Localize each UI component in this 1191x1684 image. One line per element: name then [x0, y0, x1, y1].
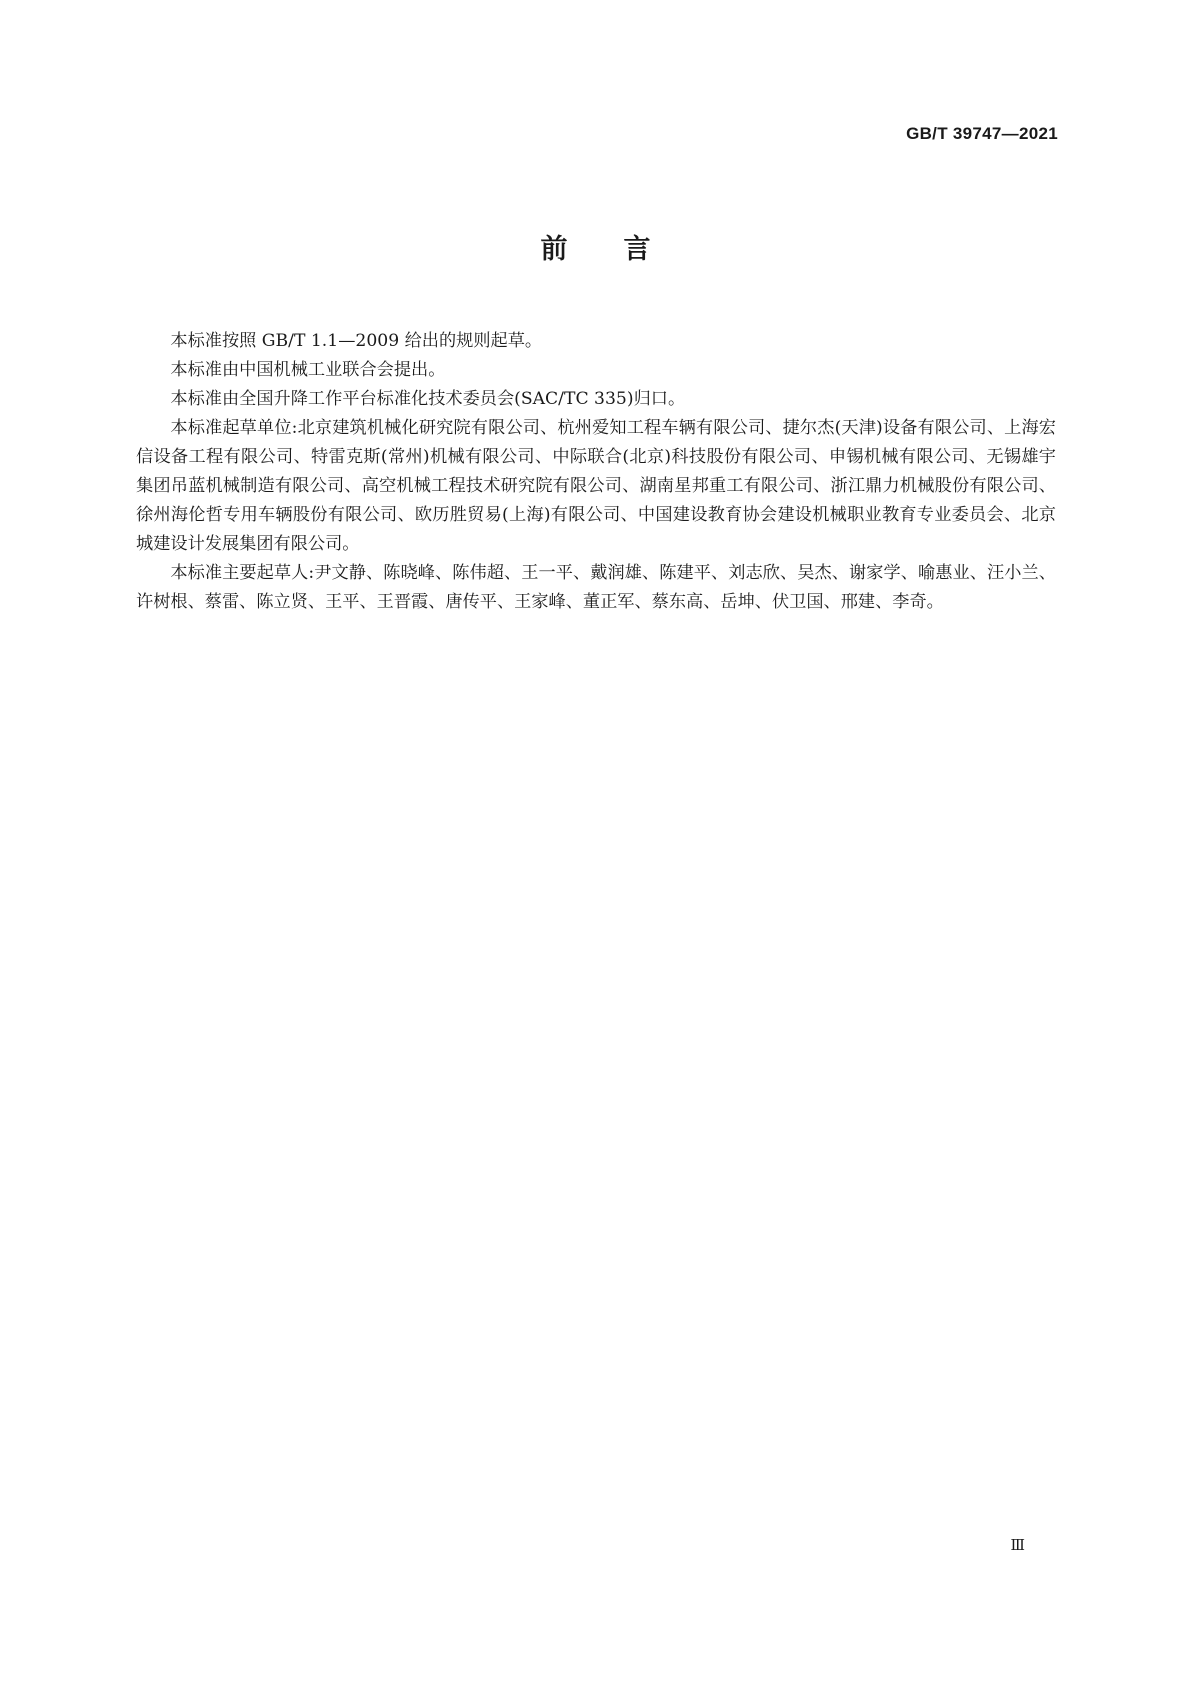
paragraph-technical-committee: 本标准由全国升降工作平台标准化技术委员会(SAC/TC 335)归口。 — [170, 389, 686, 409]
page-number: Ⅲ — [1010, 1536, 1024, 1554]
paragraph-proposer: 本标准由中国机械工业联合会提出。 — [170, 360, 446, 380]
standard-code: GB/T 39747—2021 — [906, 124, 1058, 143]
paragraph-drafting-organizations: 本标准起草单位:北京建筑机械化研究院有限公司、杭州爱知工程车辆有限公司、捷尔杰(天津)设备有限公司、上海宏信设备工程有限公司、特雷克斯(常州)机械有限公司、中际联合(北京)科技股份有限公司、申锡机械有限公司、无锡雄宇集团吊蓝机械制造有限公司、高空机械工程技术研究院有限公司、湖南星邦重工有限公司、浙江鼎力机械股份有限公司、徐州海伦哲专用车辆股份有限公司、欧历胜贸易(上海)有限公司、中国建设教育协会建设机械职业教育专业委员会、北京城建设计发展集团有限公司。 — [136, 418, 1056, 554]
paragraph-drafting-rules: 本标准按照 GB/T 1.1—2009 给出的规则起草。 — [170, 331, 543, 351]
foreword-body — [136, 327, 1056, 617]
paragraph-main-drafters: 本标准主要起草人:尹文静、陈晓峰、陈伟超、王一平、戴润雄、陈建平、刘志欣、吴杰、谢家学、喻惠业、汪小兰、许树根、蔡雷、陈立贤、王平、王晋霞、唐传平、王家峰、董正军、蔡东高、岳坤、伏卫国、邢建、李奇。 — [136, 563, 1056, 612]
section-title: 前言 — [540, 234, 707, 265]
